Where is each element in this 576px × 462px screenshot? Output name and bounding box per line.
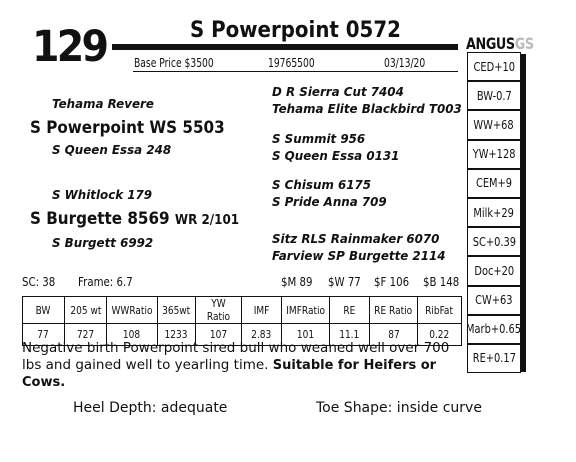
epd-column-shadow	[521, 54, 526, 372]
perf-value-wwratio: 108	[106, 324, 157, 346]
index-f: $F 106	[374, 275, 410, 289]
epd-cw: CW+63	[467, 286, 521, 315]
epd-ced: CED+10	[467, 52, 521, 81]
epd-milk: Milk+29	[467, 198, 521, 227]
epd-sc: SC+0.39	[467, 227, 521, 256]
animal-name: S Powerpoint 0572	[190, 18, 401, 43]
perf-value-205wt: 727	[64, 324, 106, 346]
sire-dam: S Queen Essa 248	[52, 142, 172, 157]
epd-yw: YW+128	[467, 140, 521, 169]
perf-value-imfratio: 101	[281, 324, 329, 346]
brand-suffix: GS	[514, 34, 534, 53]
perf-header-ywratio: YW Ratio	[195, 297, 241, 324]
dam-label: S Burgette 8569	[30, 209, 170, 228]
perf-header-wwratio: WWRatio	[106, 297, 157, 324]
perf-header-reratio: RE Ratio	[370, 297, 418, 324]
epd-ww: WW+68	[467, 110, 521, 139]
perf-value-ywratio: 107	[195, 324, 241, 346]
perf-header-imf: IMF	[241, 297, 281, 324]
pedigree-right-6: Sitz RLS Rainmaker 6070	[272, 231, 440, 246]
perf-header-re: RE	[330, 297, 370, 324]
scrotal-circumference: SC: 38	[22, 275, 56, 289]
epd-marb: Marb+0.65	[467, 315, 521, 344]
index-m: $M 89	[281, 275, 313, 289]
dam-dam: S Burgett 6992	[52, 235, 154, 250]
perf-header-205wt: 205 wt	[64, 297, 106, 324]
frame-score: Frame: 6.7	[78, 275, 133, 289]
dam-sire: S Whitlock 179	[52, 187, 153, 202]
perf-header-ribfat: RibFat	[417, 297, 461, 324]
comment-recommendation: Suitable for Heifers or Cows.	[22, 358, 437, 390]
perf-header-imfratio: IMFRatio	[281, 297, 329, 324]
birth-date: 03/13/20	[384, 56, 426, 70]
base-price: Base Price $3500	[134, 56, 214, 70]
heel-depth: Heel Depth: adequate	[73, 400, 228, 416]
pedigree-right-1: Tehama Elite Blackbird T003	[272, 101, 462, 116]
perf-value-re: 11.1	[330, 324, 370, 346]
pedigree-right-2: S Summit 956	[272, 131, 366, 146]
pedigree-right-5: S Pride Anna 709	[272, 194, 387, 209]
perf-value-ribfat: 0.22	[417, 324, 461, 346]
registration-number: 19765500	[268, 56, 315, 70]
toe-shape: Toe Shape: inside curve	[316, 400, 482, 416]
performance-header-row	[23, 297, 462, 324]
comment-body: Negative birth Powerpoint sired bull who weaned well over 700 lbs and gained well to yearling time.	[22, 340, 450, 373]
epd-re: RE+0.17	[467, 344, 521, 373]
perf-value-bw: 77	[23, 324, 65, 346]
sire-sire: Tehama Revere	[52, 96, 154, 111]
pedigree-right-3: S Queen Essa 0131	[272, 148, 400, 163]
perf-value-reratio: 87	[370, 324, 418, 346]
pedigree-right-4: S Chisum 6175	[272, 177, 372, 192]
perf-value-imf: 2.83	[241, 324, 281, 346]
pedigree-right-0: D R Sierra Cut 7404	[272, 84, 404, 99]
epd-bw: BW-0.7	[467, 81, 521, 110]
perf-header-bw: BW	[23, 297, 65, 324]
perf-header-365wt: 365wt	[157, 297, 195, 324]
comment-text	[22, 340, 462, 391]
header-underline	[133, 71, 458, 72]
dam-registration: WR 2/101	[174, 213, 240, 228]
epd-doc: Doc+20	[467, 256, 521, 285]
epd-column	[467, 52, 521, 373]
angus-logo	[466, 34, 534, 53]
perf-value-365wt: 1233	[157, 324, 195, 346]
performance-table	[22, 296, 462, 346]
lot-number: 129	[32, 22, 107, 72]
sire-name: S Powerpoint WS 5503	[30, 118, 225, 137]
index-w: $W 77	[328, 275, 361, 289]
brand-main: ANGUS	[466, 34, 515, 53]
index-b: $B 148	[423, 275, 460, 289]
pedigree-right-7: Farview SP Burgette 2114	[272, 248, 446, 263]
header-rule	[112, 44, 458, 50]
epd-cem: CEM+9	[467, 169, 521, 198]
dam-name	[30, 209, 239, 228]
